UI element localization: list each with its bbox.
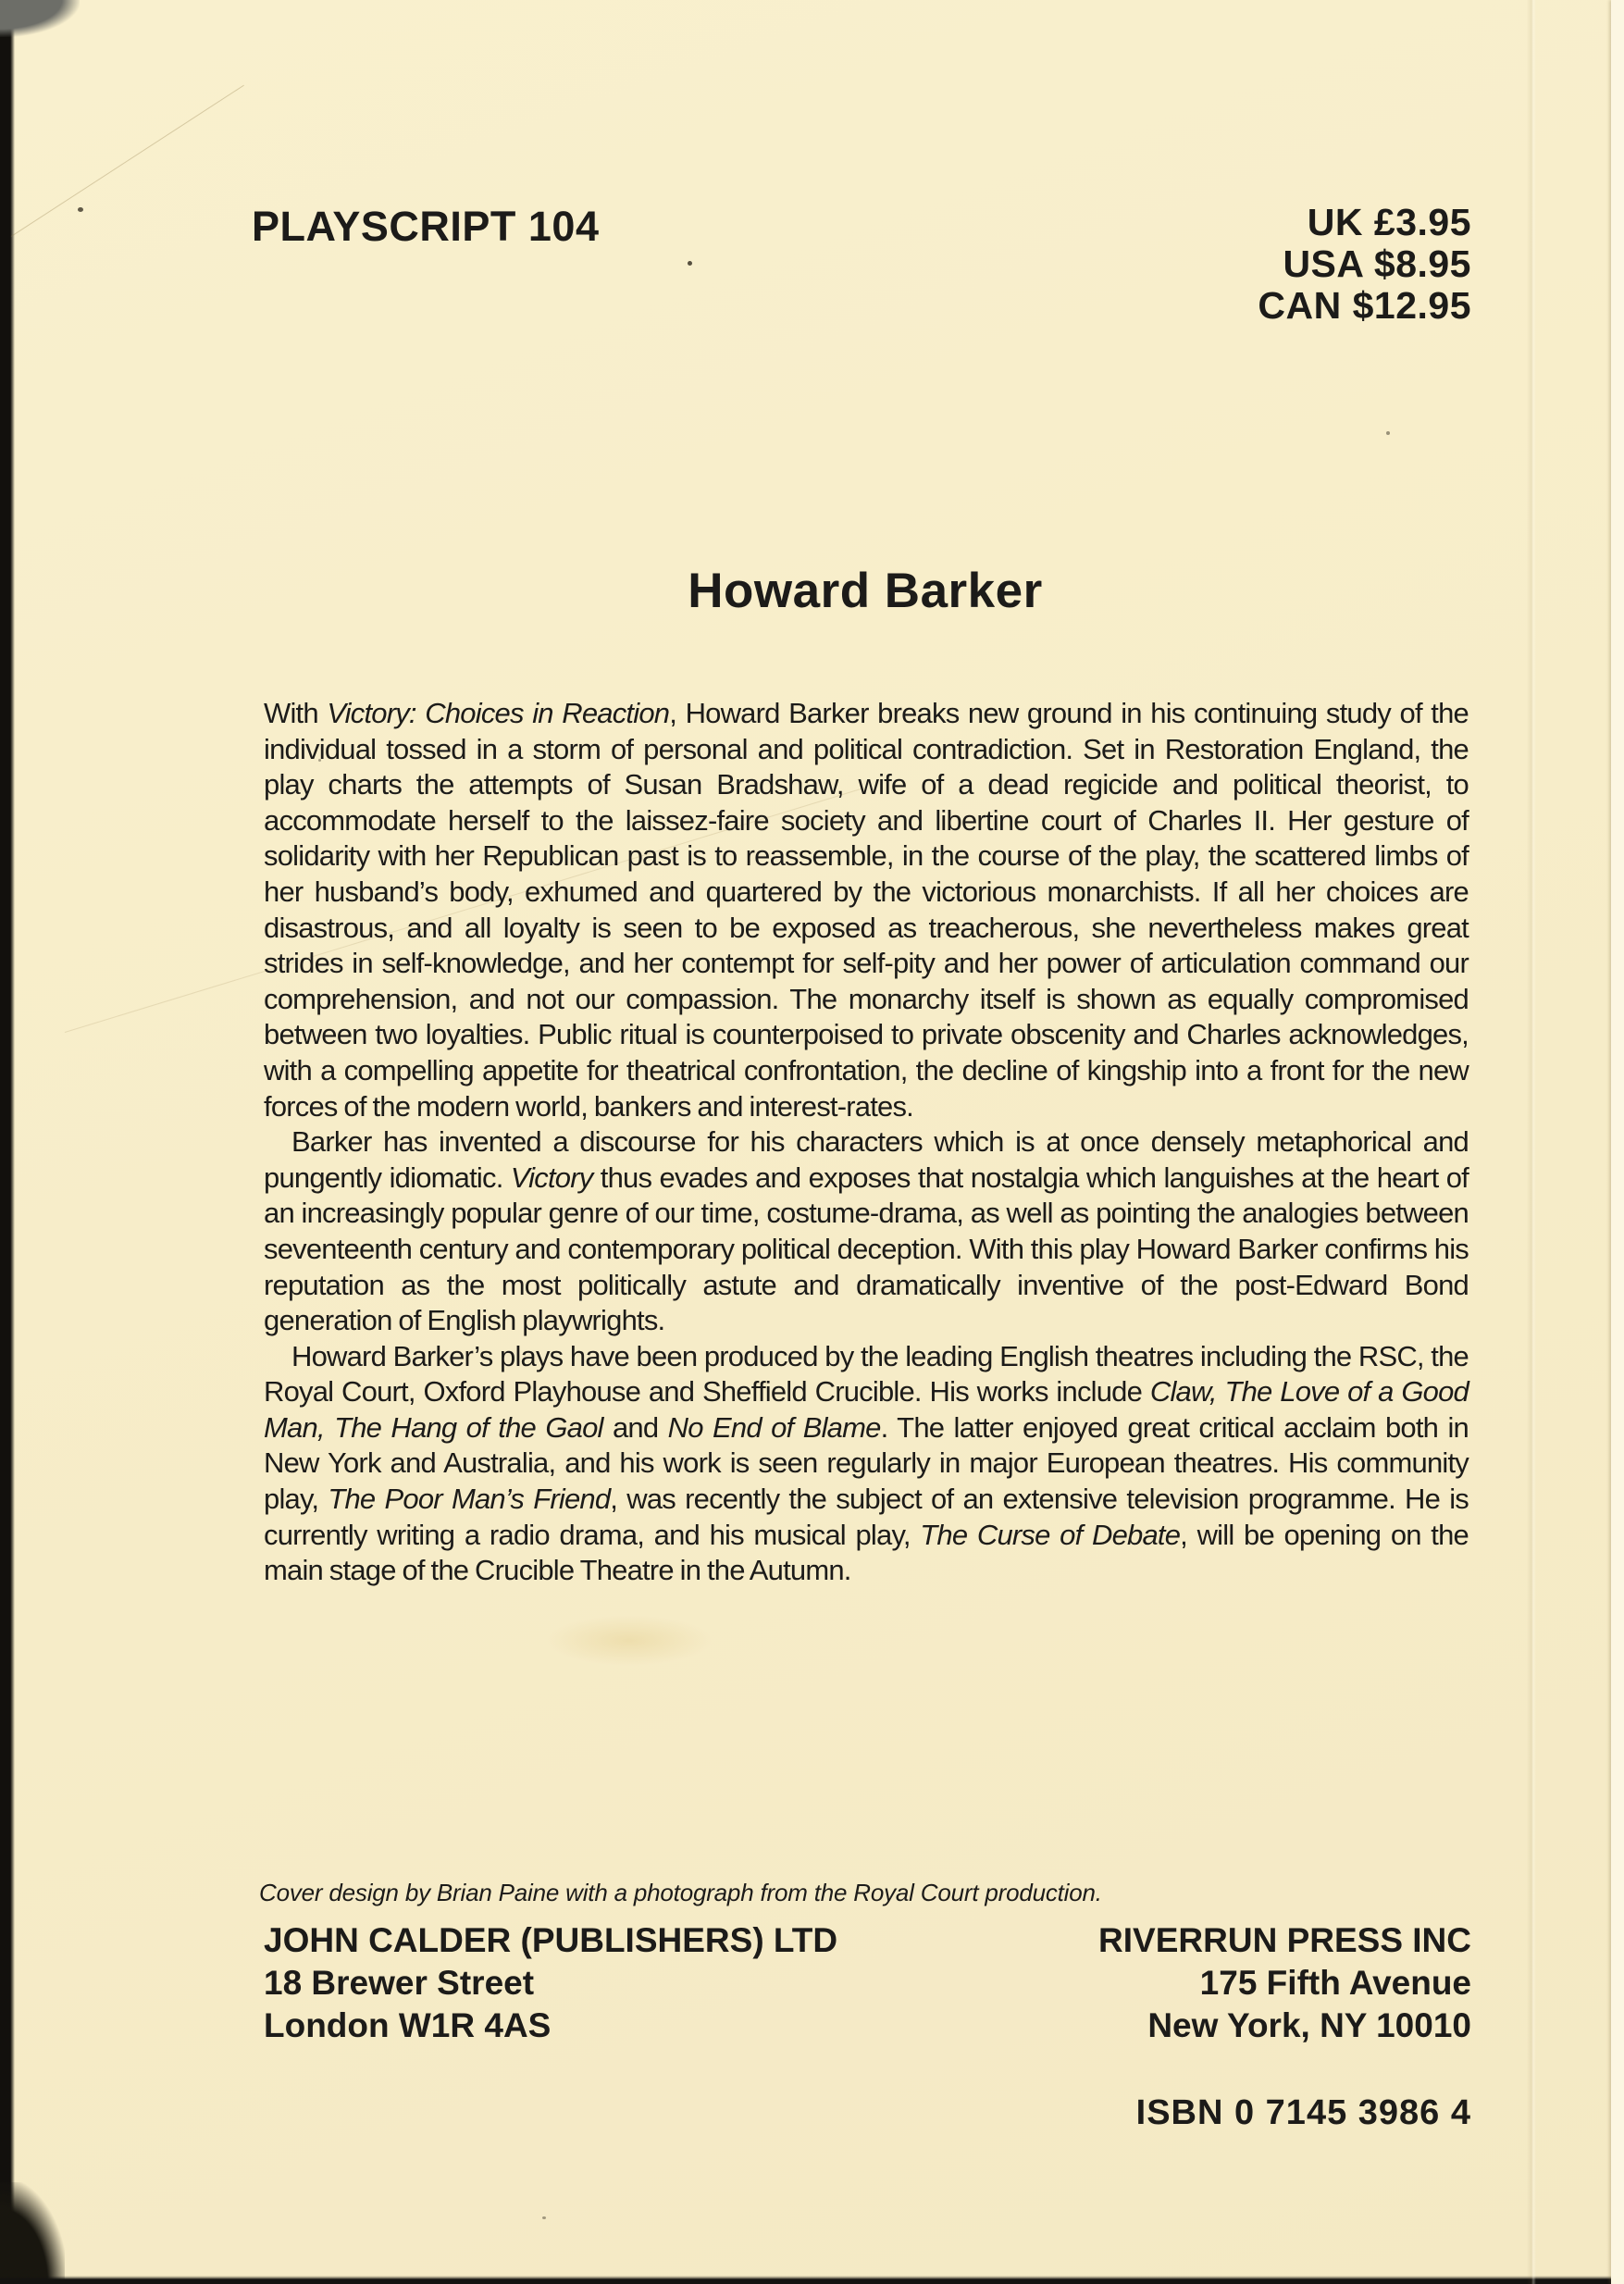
italic-title-segment: The Poor Man’s Friend [328, 1483, 611, 1516]
italic-title-segment: Victory: Choices in Reaction [327, 697, 670, 729]
publisher-us-name: RIVERRUN PRESS INC [1098, 1921, 1471, 1959]
text-segment: Howard Barker’s plays have been produced by the leading English theatres including the RSC, the Royal Court, Oxford Playhouse and Sheffield Crucible. His works include [264, 1339, 1469, 1409]
cover-crease-diagonal [11, 85, 244, 237]
publisher-uk-address-line: London W1R 4AS [264, 2006, 552, 2044]
text-segment: , Howard Barker breaks new ground in his continuing study of the individual tossed in a storm of personal and political contradiction. Set in Restoration England, the play charts the attempts of Susan Bradshaw, wife of a dead regicide and political theorist, to accommodate herself to the laissez-faire society and libertine court of Charles II. Her gesture of solidarity with her Republican past is to reassemble, in the course of the play, the scattered limbs of her husband’s body, exhumed and quartered by the victorious monarchists. If all her choices are disastrous, and all loyalty is seen to be exposed as treacherous, she nevertheless makes great strides in self-knowledge, and her contempt for self-pity and her power of articulation command our comprehension, and not our compassion. The monarchy itself is shown as equally compromised between two loyalties. Public ritual is counterpoised to private obscenity and Charles acknowledges, with a compelling appetite for theatrical confrontation, the decline of kingship into a front for the new forces of the modern world, bankers and interest-rates. [264, 697, 1469, 1123]
text-segment: and [602, 1410, 668, 1444]
paper-stain [546, 1615, 713, 1666]
text-segment: , will be opening on the main stage of the Crucible Theatre in the Autumn. [264, 1518, 1469, 1587]
publisher-uk-name: JOHN CALDER (PUBLISHERS) LTD [264, 1921, 838, 1959]
publisher-us-address-line: 175 Fifth Avenue [1199, 1964, 1471, 2002]
scan-edge-left [0, 0, 15, 2284]
publisher-block [264, 1919, 1471, 2047]
italic-title-segment: Claw, The Love of a Good Man, The Hang of the Gaol [264, 1375, 1469, 1444]
cover-design-credit: Cover design by Brian Paine with a photograph from the Royal Court production. [259, 1879, 1102, 1906]
price-uk: UK £3.95 [1307, 201, 1471, 243]
blurb-text [264, 696, 1469, 1589]
publisher-us-address-line: New York, NY 10010 [1147, 2006, 1471, 2044]
paper-speck [542, 2216, 546, 2219]
cover-crease-vertical [1527, 0, 1536, 2284]
scan-edge-bottom [0, 2276, 1624, 2284]
publisher-uk-address-line: 18 Brewer Street [264, 1964, 535, 2002]
scan-corner-bottom-left [0, 2182, 65, 2284]
isbn-number: ISBN 0 7145 3986 4 [1135, 2093, 1471, 2132]
series-label: PLAYSCRIPT 104 [252, 203, 600, 250]
author-title: Howard Barker [688, 563, 1043, 618]
price-canada: CAN $12.95 [1258, 284, 1471, 327]
paper-speck [1386, 431, 1390, 435]
text-segment: Barker has invented a discourse for his characters which is at once densely metaphorical and pungently idiomatic. [264, 1125, 1469, 1194]
italic-title-segment: No End of Blame [667, 1410, 881, 1444]
text-segment: , was recently the subject of an extensive television programme. He is currently writing a radio drama, and his musical play, [264, 1483, 1469, 1551]
text-segment: . The latter enjoyed great critical acclaim both in New York and Australia, and his work is seen regularly in major European theatres. His community play, [264, 1410, 1469, 1516]
text-segment: With [264, 697, 328, 729]
text-segment: thus evades and exposes that nostalgia which languishes at the heart of an increasingly popular genre of our time, costume-drama, as well as pointing the analogies between seventeenth century and contemporary political deception. With this play Howard Barker confirms his reputation as the most politically astute and dramatically inventive of the post-Edward Bond generation of English playwrights. [264, 1161, 1469, 1337]
body-paragraph [264, 1339, 1469, 1589]
publisher-uk [264, 1919, 837, 2047]
price-usa: USA $8.95 [1283, 242, 1471, 285]
publisher-us [1098, 1919, 1471, 2047]
page-edge-band-right [1611, 0, 1624, 2284]
paper-speck [688, 261, 692, 266]
italic-title-segment: The Curse of Debate [920, 1518, 1181, 1551]
body-paragraph [264, 696, 1469, 1124]
price-list [1258, 202, 1471, 327]
scan-corner-top-left [0, 0, 80, 37]
body-paragraph [264, 1124, 1469, 1339]
paper-speck [78, 207, 83, 212]
italic-title-segment: Victory [510, 1161, 593, 1194]
